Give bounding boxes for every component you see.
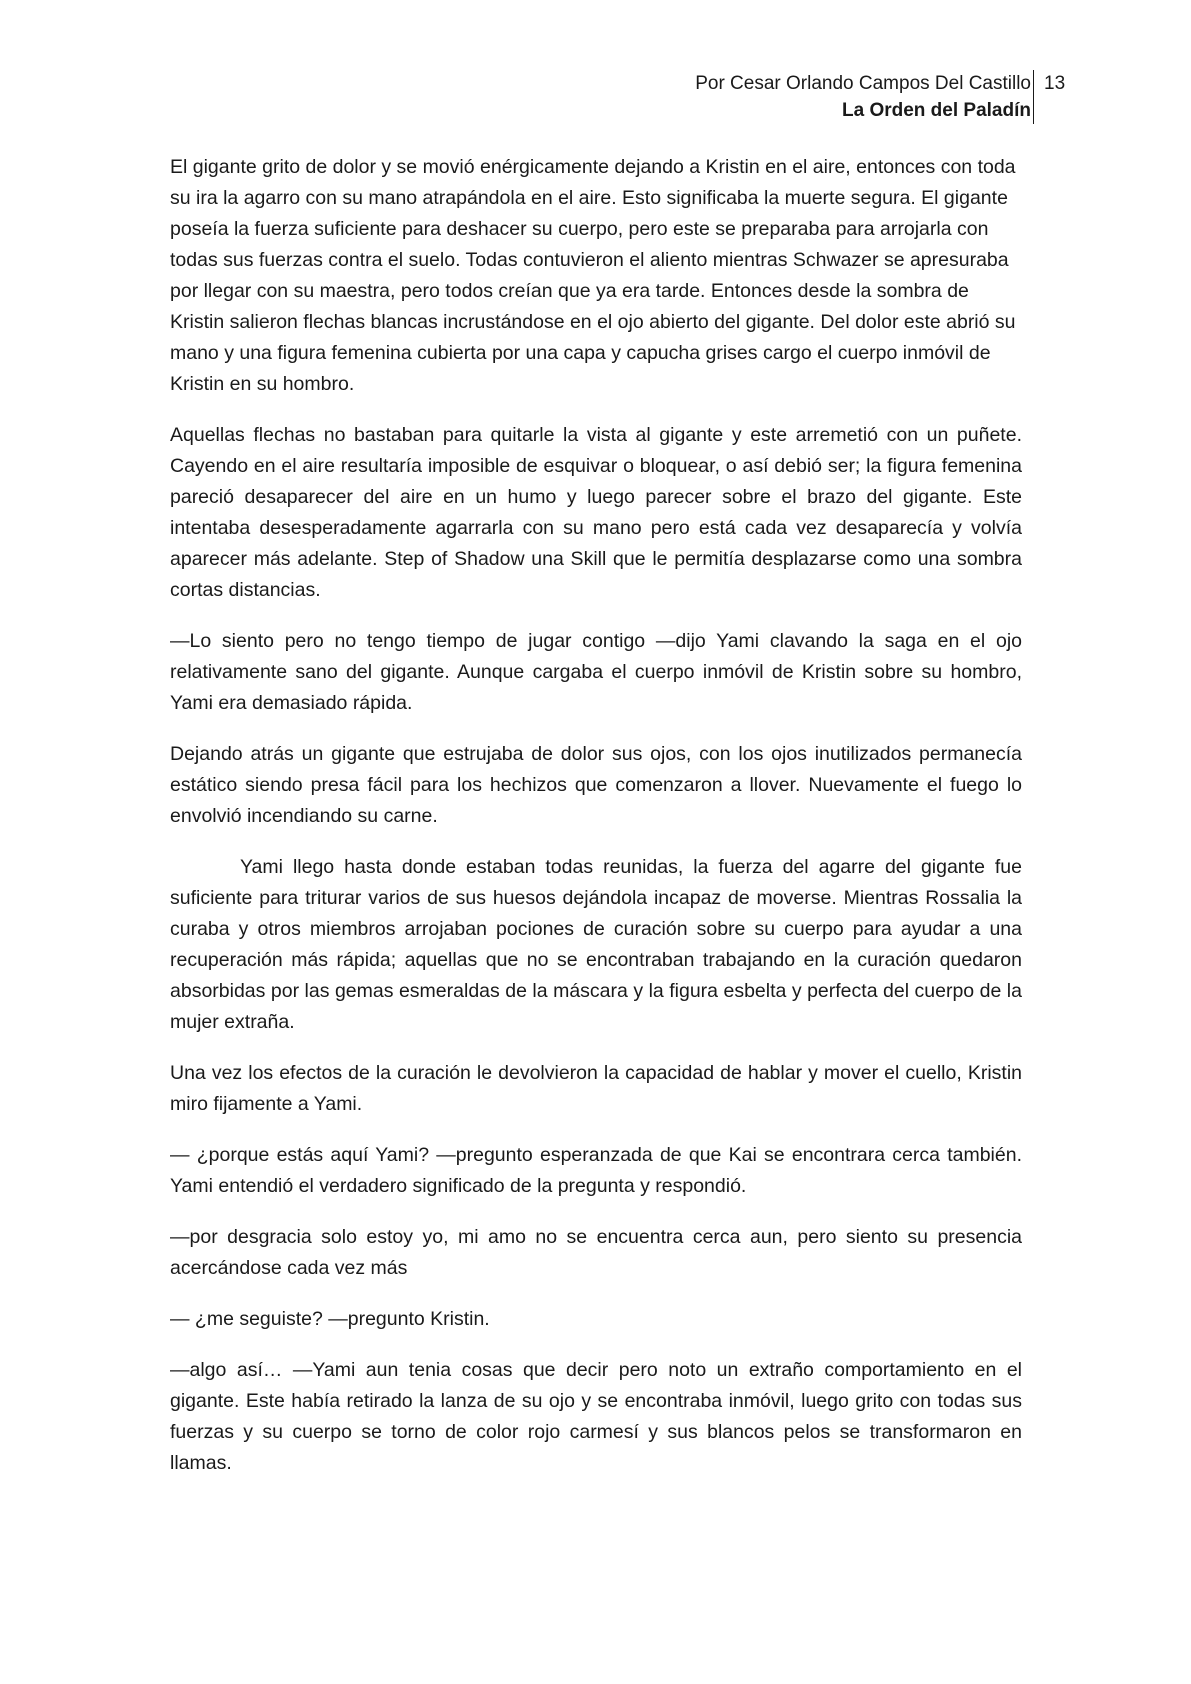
header-divider — [1033, 70, 1034, 124]
paragraph: — ¿me seguiste? —pregunto Kristin. — [170, 1308, 490, 1330]
header-author: Por Cesar Orlando Campos Del Castillo — [695, 73, 1031, 94]
paragraph: El gigante grito de dolor y se movió enérgicamente dejando a Kristin en el aire, entonces con toda su ira la agarro con su mano atrapándola en el aire. Esto significaba la muerte segura. El gigante poseía la fuerza suficiente para deshacer su cuerpo, pero este se preparaba para arrojarla con todas sus fuerzas contra el suelo. Todas contuvieron el aliento mientras Schwazer se apresuraba por llegar con su maestra, pero todos creían que ya era tarde. Entonces desde la sombra de Kristin salieron flechas blancas incrustándose en el ojo abierto del gigante. Del dolor este abrió su mano y una figura femenina cubierta por una capa y capucha grises cargo el cuerpo inmóvil de Kristin en su hombro. — [170, 156, 1016, 395]
paragraph: Yami llego hasta donde estaban todas reunidas, la fuerza del agarre del gigante fue suficiente para triturar varios de sus huesos dejándola incapaz de moverse. Mientras Rossalia la curaba y otros miembros arrojaban pociones de curación sobre su cuerpo para ayudar a una recuperación más rápida; aquellas que no se encontraban trabajando en la curación quedaron absorbidas por las gemas esmeraldas de la máscara y la figura esbelta y perfecta del cuerpo de la mujer extraña. — [170, 856, 1022, 1033]
paragraph: — ¿porque estás aquí Yami? —pregunto esperanzada de que Kai se encontrara cerca también. Yami entendió el verdadero significado de la pregunta y respondió. — [170, 1144, 1022, 1197]
paragraph: Dejando atrás un gigante que estrujaba de dolor sus ojos, con los ojos inutilizados permanecía estático siendo presa fácil para los hechizos que comenzaron a llover. Nuevamente el fuego lo envolvió incendiando su carne. — [170, 743, 1022, 827]
paragraph: —algo así… —Yami aun tenia cosas que decir pero noto un extraño comportamiento en el gigante. Este había retirado la lanza de su ojo y se encontraba inmóvil, luego grito con todas sus fuerzas y su cuerpo se torno de color rojo carmesí y sus blancos pelos se transformaron en llamas. — [170, 1359, 1022, 1474]
paragraph: Aquellas flechas no bastaban para quitarle la vista al gigante y este arremetió con un puñete. Cayendo en el aire resultaría imposible de esquivar o bloquear, o así debió ser; la figura femenina pareció desaparecer del aire en un humo y luego parecer sobre el brazo del gigante. Este intentaba desesperadamente agarrarla con su mano pero está cada vez desaparecía y volvía aparecer más adelante. Step of Shadow una Skill que le permitía desplazarse como una sombra cortas distancias. — [170, 424, 1022, 601]
page-number: 13 — [1044, 73, 1066, 94]
paragraph: Una vez los efectos de la curación le devolvieron la capacidad de hablar y mover el cuello, Kristin miro fijamente a Yami. — [170, 1062, 1022, 1115]
running-header — [431, 70, 1031, 124]
body-text — [170, 152, 1022, 1499]
header-book-title: La Orden del Paladín — [842, 100, 1031, 121]
paragraph: —por desgracia solo estoy yo, mi amo no se encuentra cerca aun, pero siento su presencia acercándose cada vez más — [170, 1226, 1022, 1279]
paragraph: —Lo siento pero no tengo tiempo de jugar contigo —dijo Yami clavando la saga en el ojo relativamente sano del gigante. Aunque cargaba el cuerpo inmóvil de Kristin sobre su hombro, Yami era demasiado rápida. — [170, 630, 1022, 714]
